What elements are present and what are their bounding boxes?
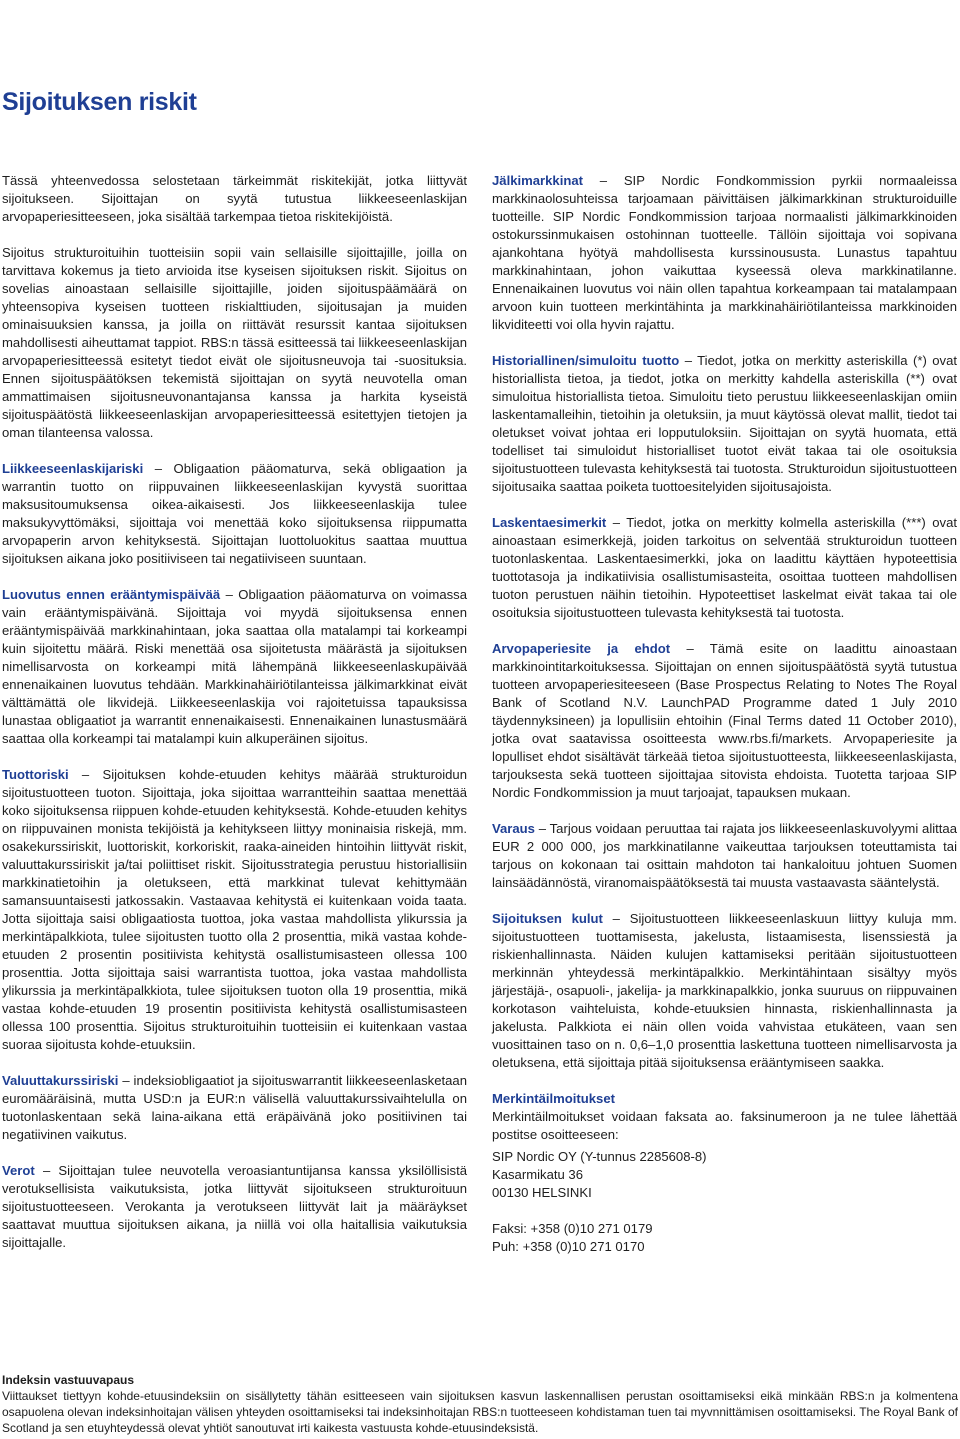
- return-risk-text: – Sijoituksen kohde-etuuden kehitys määrää strukturoidun sijoitustuotteen tuoton. Sijoittaja, joka sijoittaa warrantteihin saattaa menettää koko sijoituksensa riippuen kohde-etuuden kehityksestä. Kohde-etuuden kehitys on riippuvainen monista tekijöistä ja kehitykseen liittyy moninaisia riskejä, mm. osakekurssiriskit, luottoriskit, korkoriskit, raaka-aineiden hintoihin liittyvät riskit, valuuttakurssiriskit ja/tai poliittiset riskit. Sijoitusstrategia perustuu historiallisiin markkinatietoihin ja oletukseen, että markkinat tulevat kehittymään samansuuntaisesti jatkossakin. Vastaavaa kehitystä ei kuitenkaan voida taata. Jotta sijoittaja saisi obligaatiosta tuottoa, joka vastaa mahdollista ylikurssia ja merkintäpalkkiota, tulee sijoitusten tuotto olla 2 prosenttia, mikä vastaa kohde-etuuden 2 prosentin positiivista kehitystä osallistumisasteen ollessa 100 prosenttia. Jotta sijoittaja saisi warrantista tuottoa, joka vastaa mahdollista ylikurssia ja merkintäpalkkiota, tulee sijoituksen tuoton olla 19 prosenttia, mikä vastaa kohde-etuuden 19 prosentin positiivista kehitystä osallistumisasteen ollessa 100 prosenttia. Sijoitus strukturoituihin tuotteisiin ei kuitenkaan vastaa suoraa sijoitusta kohde-etuuksiin.: [2, 767, 467, 1052]
- subscription-heading: Merkintäilmoitukset: [492, 1091, 615, 1106]
- calculation-examples-term: Laskentaesimerkit: [492, 515, 607, 530]
- costs-text: – Sijoitustuotteen liikkeeseenlaskuun liittyy kuluja mm. sijoitustuotteen tuottamisesta, jakelusta, listaamisesta, lisenssiestä ja riskienhallinnasta. Näiden kulujen kattamiseksi peritään sijoitustuotteen merkinnän yhteydessä merkintäpalkkio. Merkintähintaan sisältyy myös järjestäjä-, osapuoli-, jakelija- ja markkinapalkkio, jonka suuruus on riippuvainen korkotason vaihteluista, kohde-etuuksien hinnasta, riskienhallinnasta ja jakelusta. Palkkiota ei näin ollen voida vahvistaa etukäteen, vaan sen vuosittainen taso on n. 0,6–1,0 prosenttia laskettuna tuotteen nimellisarvosta ja oletuksena, että sijoittaja pitää sijoituksensa erääntymiseen saakka.: [492, 911, 958, 1070]
- return-risk-term: Tuottoriski: [2, 767, 69, 782]
- prospectus-paragraph: [492, 640, 957, 802]
- contact-fax: Faksi: +358 (0)10 271 0179: [492, 1221, 653, 1236]
- left-column: [2, 172, 467, 1252]
- secondary-market-text: – SIP Nordic Fondkommission pyrkii normaaleissa markkinaolosuhteissa tarjoamaan päivittäisen jälkimarkkinan strukturoiduille tuotteille. SIP Nordic Fondkommission tarjoaa normaalisti jälkimarkkinoiden ostokurssinmukaisen ostohinnan tuotteelle. Tällöin sijoittaja voi sopivana ajankohtana hyötyä mahdollisesta kurssinoususta. Lunastus tapahtuu markkinahintaan, johon vaikuttaa kyseessä oleva markkinatilanne. Ennenaikainen luovutus voi näin ollen tapahtua korkeampaan tai matalampaan arvoon kuin tuotteen merkintähinta ja markkinahäiriötilanteissa markkinoiden likviditeetti voi olla hyvin rajattu.: [492, 173, 957, 332]
- intro-paragraph: Tässä yhteenvedossa selostetaan tärkeimmät riskitekijät, jotka liittyvät sijoitukseen. Sijoittajan on syytä tutustua liikkeeseenlaskijan arvopaperiesitteeseen, joka sisältää tarkempaa tietoa riskitekijöistä.: [2, 173, 467, 224]
- return-risk-paragraph: [2, 766, 467, 1054]
- contact-city: 00130 HELSINKI: [492, 1185, 592, 1200]
- reservation-paragraph: [492, 820, 957, 892]
- issuer-risk-paragraph: [2, 460, 467, 568]
- subscription-text: Merkintäilmoitukset voidaan faksata ao. faksinumeroon ja ne tulee lähettää postitse osoitteeseen:: [492, 1109, 957, 1142]
- contact-phone: Puh: +358 (0)10 271 0170: [492, 1239, 645, 1254]
- historical-return-text: – Tiedot, jotka on merkitty asteriskilla (*) ovat historiallista tietoa, ja tiedot, jotka on merkitty kahdella asteriskilla (**) ovat simuloitua historiallista tietoa. Simuloitu tieto perustuu liikkeeseenlaskijan omiin laskentamalleihin, tietoihin ja oletuksiin, ja muut käytössä olevat mallit, tiedot tai oletukset voivat johtaa eri lopputuloksiin. Sijoittajan on syytä huomata, että todelliset tai simuloidut historialliset tuotot eivät takaa tai ole osoituksia sijoitustuotteen tulevasta kehityksestä tai tuotosta. Strukturoidun sijoitustuotteen sijoitusaika saattaa poiketa tuottoesitelyiden sijoitusajoista.: [492, 353, 957, 494]
- contact-street: Kasarmikatu 36: [492, 1167, 583, 1182]
- historical-return-paragraph: [492, 352, 957, 496]
- secondary-market-paragraph: [492, 172, 957, 334]
- issuer-risk-text: – Obligaation pääomaturva, sekä obligaation ja warrantin tuotto on riippuvainen liikkeeseenlaskijan kyvystä suorittaa maksusitoumuksensa oikea-aikaisesti. Jos liikkeeseenlaskija tulee maksukyvyttömäksi, sijoittaja voi menettää koko sijoituksensa riippumatta arvopaperin arvon kehityksestä. Sijoittajan luottoluokitus saattaa muuttua sijoituksen aikana joko positiiviseen tai negatiiviseen suuntaan.: [2, 461, 467, 566]
- disclaimer-title: Indeksin vastuuvapaus: [2, 1373, 135, 1387]
- subscription-paragraph: [492, 1090, 957, 1144]
- prospectus-text: – Tämä esite on laadittu ainoastaan markkinointitarkoituksessa. Sijoittajan on ennen sijoituspäätöstä syytä tutustua tuotteen arvopaperiesiteeseen (Base Prospectus Relating to Notes The Royal Bank of Scotland N.V. LaunchPAD Programme dated 1 July 2010 täydennyksineen) ja lopullisiin ehtoihin (Final Terms dated 11 October 2010), jotka ovat saatavissa osoitteesta www.rbs.fi/markets. Arvopaperiesite ja lopulliset ehdot sisältävät tärkeää tietoa sijoitustuotteesta, liikkeeseenlaskijasta, tarjouksesta sekä tuotteen sijoittajaa sitovista ehdoista. Tuotetta tarjoaa SIP Nordic Fondkommission ja muut tarjoajat, tapauksen mukaan.: [492, 641, 957, 800]
- secondary-market-term: Jälkimarkkinat: [492, 173, 583, 188]
- suitability-paragraph: Sijoitus strukturoituihin tuotteisiin sopii vain sellaisille sijoittajille, joilla on tarvittava kokemus ja tieto arvioida itse kyseisen sijoituksen riskit. Sijoitus on sovelias ainoastaan sellaisille sijoittajille, joiden sijoituspäämäärä on yhteensopiva kyseisen tuotteen riskialttiuden, sijoitusajan ja muiden ominaisuuksien kanssa, ja joilla on riittävät resurssit kantaa sijoituksen mahdollisesti aiheuttamat tappiot. RBS:n tässä esitteessä tai liikkeeseenlaskijan arvopaperiesitteessä esitetyt tiedot eivät ole sijoitusneuvoja tai -suosituksia. Ennen sijoituspäätöksen tekemistä sijoittajan on syytä neuvotella oman ammattimaisen sijoitusneuvonantajansa kanssa ja harkita kyseistä sijoituspäätöstä liikkeeseenlaskijan arvopaperiesitteessä esitettyjen tietojen ja oman tilanteensa valossa.: [2, 245, 467, 440]
- prospectus-term: Arvopaperiesite ja ehdot: [492, 641, 671, 656]
- costs-term: Sijoituksen kulut: [492, 911, 603, 926]
- disclaimer-text: Viittaukset tiettyyn kohde-etuusindeksiin on sisällytetty tähän esitteeseen vain sijoituksen kasvun laskennallisen perustan osoittamiseksi eikä minkään RBS:n ja kolmentena osapuolena olevan indeksinhoitajan välisen yhteyden osoittamiseksi tai indeksinhoitajan RBS:n tuotteeseen kohdistaman tuen tai myvnnittämisen osoittamiseksi. The Royal Bank of Scotland ja sen etuyhteydessä olevat yhtiöt sanoutuvat irti kaikesta vastuusta kohde-etuusindeksistä.: [2, 1389, 958, 1435]
- tax-text: – Sijoittajan tulee neuvotella veroasiantuntijansa kanssa yksilöllisistä verotuksellisista vaikutuksista, jotka liittyvät sijoitukseen strukturoituun sijoitustuotteeseen. Verokanta ja verotukseen liittyvät lait ja määräykset saattavat muuttua sijoituksen aikana, ja niillä voi olla haitallisia vaikutuksia sijoittajalle.: [2, 1163, 467, 1250]
- tax-paragraph: [2, 1162, 467, 1252]
- early-redemption-paragraph: [2, 586, 467, 748]
- reservation-term: Varaus: [492, 821, 535, 836]
- tax-term: Verot: [2, 1163, 35, 1178]
- currency-risk-term: Valuuttakurssiriski: [2, 1073, 119, 1088]
- historical-return-term: Historiallinen/simuloitu tuotto: [492, 353, 680, 368]
- index-disclaimer: [2, 1372, 958, 1436]
- currency-risk-text: – indeksiobligaatiot ja sijoituswarrantit liikkeeseenlasketaan euromääräisinä, mutta USD:n ja EUR:n välisellä valuuttakurssivaihtelulla on tuotonlaskentaan sekä laina-aikana että eräpäivänä joko positiivinen tai negatiivinen vaikutus.: [2, 1073, 467, 1142]
- early-redemption-text: – Obligaation pääomaturva on voimassa vain erääntymispäivänä. Sijoittaja voi myydä sijoituksensa ennen erääntymispäivää markkinahintaan, joka saattaa olla matalampi tai korkeampi kuin sijoitettu määrä. Riski menettää osa sijoitetusta määrästä ja sijoituksen nimellisarvosta on korkeampi mitä lähempänä liikkeeseenlaskupäivää ennenaikainen luovutus tehdään. Markkinahäiriötilanteissa jälkimarkkinat eivät välttämättä ole likvidejä. Liikkeeseenlaskija voi rajoitetuissa tapauksissa lunastaa obligaatiot ja warrantit ennenaikaisesti. Ennenaikainen lunastusmäärä saattaa olla korkeampi tai matalampi kuin alkuperäinen sijoitus.: [2, 587, 467, 746]
- calculation-examples-paragraph: [492, 514, 957, 622]
- reservation-text: – Tarjous voidaan peruuttaa tai rajata jos liikkeeseenlaskuvolyymi alittaa EUR 2 000 000, jos markkinatilanne vaikeuttaa tarjouksen toteuttamista tai tarjous on kokonaan tai osittain mahdoton tai hankaloituu johtuen Suomen lainsäädännöstä, viranomaispäätöksestä tai muusta vastaavasta sääntelystä.: [492, 821, 957, 890]
- currency-risk-paragraph: [2, 1072, 467, 1144]
- right-column: [492, 172, 957, 1256]
- contact-block: [492, 1148, 957, 1256]
- issuer-risk-term: Liikkeeseenlaskijariski: [2, 461, 144, 476]
- calculation-examples-text: – Tiedot, jotka on merkitty kolmella asteriskilla (***) ovat ainoastaan esimerkkejä, joiden tarkoitus on selventää strukturoidun tuotteen tuotonlaskentaa. Laskentaesimerkki, joka on laadittu käyttäen hypoteettisia tuottotasoja ja indikatiivisia osallistumisasteita, osoittaa tuotteen mahdollisen tuoton perustuen näihin tietoihin. Hypoteettiset laskelmat eivät takaa tai ole osoituksia sijoitustuotteen tulevasta kehityksestä tai tuotosta.: [492, 515, 957, 620]
- costs-paragraph: [492, 910, 957, 1072]
- early-redemption-term: Luovutus ennen erääntymispäivää: [2, 587, 221, 602]
- contact-company: SIP Nordic OY (Y-tunnus 2285608-8): [492, 1149, 707, 1164]
- page-title: Sijoituksen riskit: [2, 88, 197, 116]
